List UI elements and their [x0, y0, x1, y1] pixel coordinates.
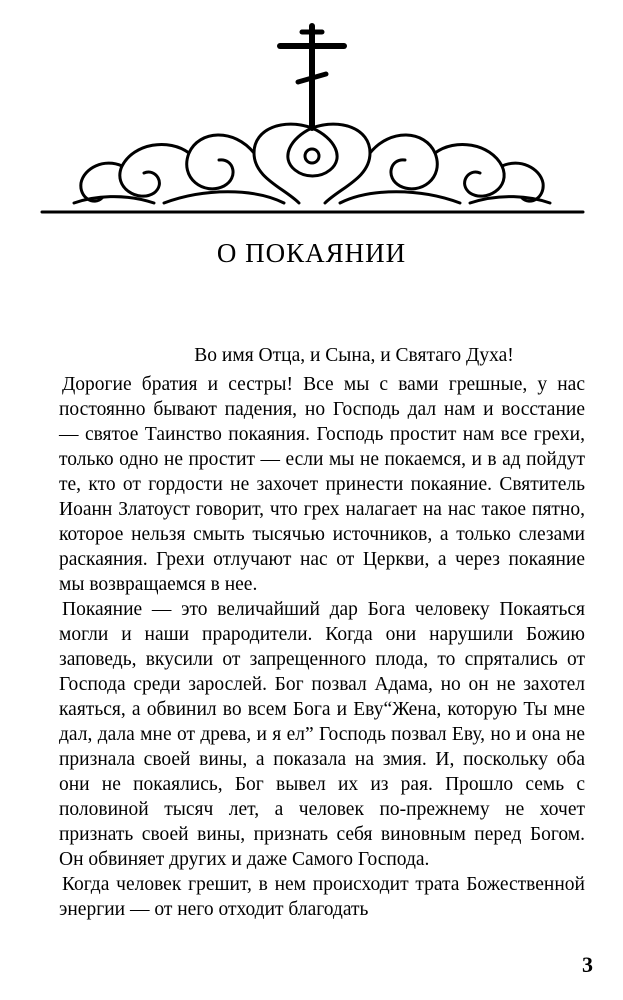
- invocation-line: Во имя Отца, и Сына, и Святаго Духа!: [194, 345, 514, 366]
- body-text: [59, 372, 585, 922]
- paragraph-3: Когда человек грешит, в нем происходит трата Божественной энергии — от него отходит благодать: [59, 874, 585, 920]
- page-title: О ПОКАЯНИИ: [216, 238, 407, 268]
- paragraph-1: Дорогие братия и сестры! Все мы с вами грешные, у нас постоянно бывают падения, но Господь дал нам и восстание — святое Таинство покаяния. Господь простит нам все грехи, только одно не простит — если мы не покаемся, и в ад пойдут те, кто от гордости не захочет принести покаяние. Святитель Иоанн Златоуст говорит, что грех налагает на нас такое пятно, которое нельзя смыть тысячью источников, а только слезами раскаяния. Грехи отлучают нас от Церкви, а через покаяние мы возвращаемся в нее.: [59, 374, 585, 595]
- page-number: 3: [582, 952, 593, 977]
- orthodox-cross-ornament-icon: [40, 18, 585, 218]
- paragraph-2: Покаяние — это величайший дар Бога человеку Покаяться могли и наши прародители. Когда они нарушили Божию заповедь, вкусили от запрещенного плода, то спрятались от Господа среди зарослей. Бог позвал Адама, но он не захотел каяться, а обвинил во всем Бога и Еву“Жена, которую Ты мне дал, дала мне от древа, и я ел” Господь позвал Еву, но и она не признала своей вины, а показала на змия. И, поскольку оба они не покаялись, Бог вывел их из рая. Прошло семь с половиной тысяч лет, а человек по-прежнему не хочет признать своей вины, признать себя виновным перед Богом. Он обвиняет других и даже Самого Господа.: [59, 599, 585, 870]
